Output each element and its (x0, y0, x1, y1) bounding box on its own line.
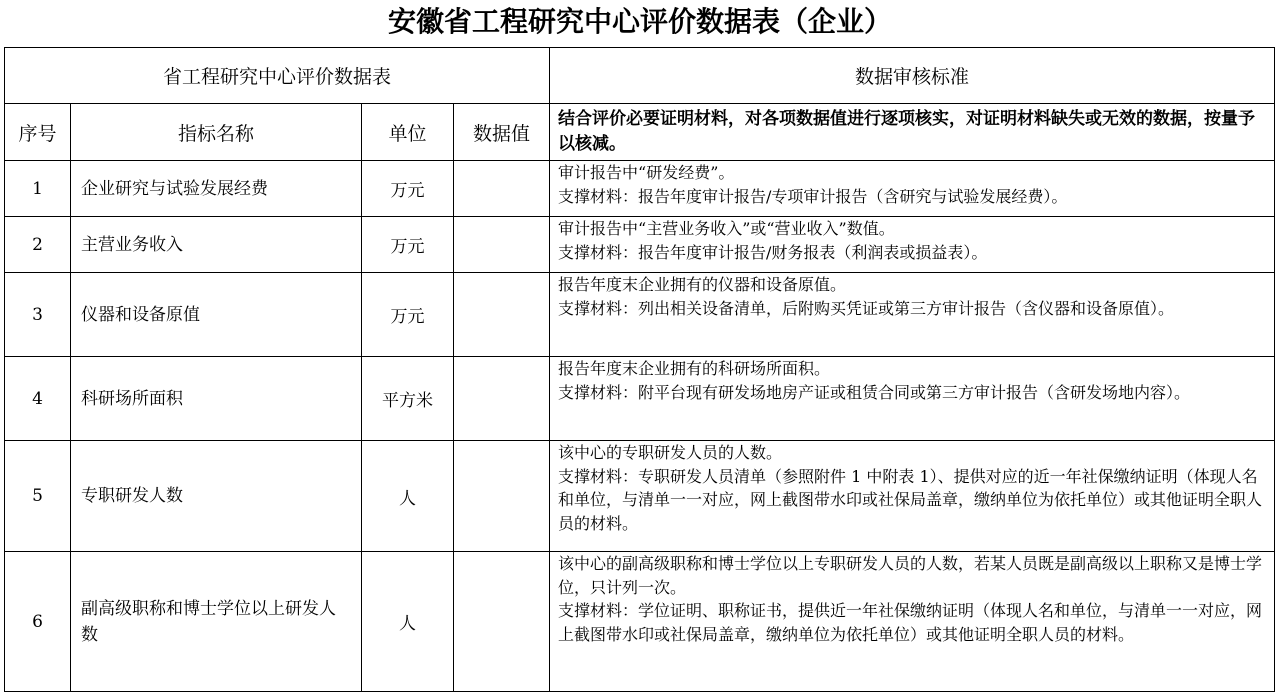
standard-line: 支撑材料：附平台现有研发场地房产证或租赁合同或第三方审计报告（含研发场地内容）。 (558, 382, 1191, 402)
row-number: 3 (5, 273, 71, 357)
standard-line: 支撑材料：报告年度审计报告/财务报表（利润表或损益表）。 (558, 242, 988, 262)
standard-intro: 结合评价必要证明材料，对各项数据值进行逐项核实，对证明材料缺失或无效的数据，按量予以核减。 (550, 104, 1275, 161)
indicator-name: 专职研发人数 (71, 441, 362, 552)
indicator-unit: 万元 (362, 217, 454, 273)
standard-line: 审计报告中“研发经费”。 (558, 163, 735, 182)
indicator-name: 科研场所面积 (71, 357, 362, 441)
row-number: 4 (5, 357, 71, 441)
indicator-name: 主营业务收入 (71, 217, 362, 273)
indicator-value-cell[interactable] (454, 217, 550, 273)
page-title: 安徽省工程研究中心评价数据表（企业） (387, 5, 892, 38)
indicator-value-cell[interactable] (454, 161, 550, 217)
col-header-unit: 单位 (362, 104, 454, 161)
row-number: 1 (5, 161, 71, 217)
table-row (5, 552, 1275, 692)
left-group-header: 省工程研究中心评价数据表 (5, 48, 550, 104)
standard-line: 该中心的专职研发人员的人数。 (558, 443, 783, 462)
table-row (5, 161, 1275, 217)
review-standard (550, 217, 1275, 273)
standard-line: 支撑材料：列出相关设备清单，后附购买凭证或第三方审计报告（含仪器和设备原值）。 (558, 298, 1175, 318)
review-standard (550, 441, 1275, 552)
review-standard (550, 161, 1275, 217)
row-number: 5 (5, 441, 71, 552)
right-group-header: 数据审核标准 (550, 48, 1275, 104)
indicator-name: 企业研究与试验发展经费 (71, 161, 362, 217)
evaluation-table (4, 47, 1275, 692)
standard-line: 支撑材料：报告年度审计报告/专项审计报告（含研究与试验发展经费）。 (558, 186, 1068, 206)
indicator-value-cell[interactable] (454, 273, 550, 357)
indicator-unit: 人 (362, 441, 454, 552)
indicator-unit: 平方米 (362, 357, 454, 441)
col-header-name: 指标名称 (71, 104, 362, 161)
table-row (5, 217, 1275, 273)
standard-line: 该中心的副高级职称和博士学位以上专职研发人员的人数，若某人员既是副高级以上职称又是博士学位，只计列一次。 (558, 554, 1263, 597)
indicator-unit: 万元 (362, 161, 454, 217)
standard-line: 报告年度末企业拥有的科研场所面积。 (558, 359, 831, 378)
review-standard (550, 357, 1275, 441)
col-header-no: 序号 (5, 104, 71, 161)
indicator-name: 仪器和设备原值 (71, 273, 362, 357)
indicator-unit: 万元 (362, 273, 454, 357)
review-standard (550, 552, 1275, 692)
standard-line: 支撑材料：专职研发人员清单（参照附件 1 中附表 1）、提供对应的近一年社保缴纳证明（体现人名和单位，与清单一一对应，网上截图带水印或社保局盖章，缴纳单位为依托单位）或其他证明全职人员的材料。 (558, 466, 1263, 533)
table-row (5, 441, 1275, 552)
indicator-value-cell[interactable] (454, 552, 550, 692)
standard-line: 支撑材料：学位证明、职称证书，提供近一年社保缴纳证明（体现人名和单位，与清单一一对应，网上截图带水印或社保局盖章，缴纳单位为依托单位）或其他证明全职人员的材料。 (558, 601, 1263, 644)
column-header-row (5, 104, 1275, 161)
table-row (5, 357, 1275, 441)
review-standard (550, 273, 1275, 357)
col-header-value: 数据值 (454, 104, 550, 161)
standard-line: 报告年度末企业拥有的仪器和设备原值。 (558, 275, 847, 294)
row-number: 6 (5, 552, 71, 692)
indicator-value-cell[interactable] (454, 441, 550, 552)
indicator-name: 副高级职称和博士学位以上研发人数 (71, 552, 362, 692)
indicator-unit: 人 (362, 552, 454, 692)
indicator-value-cell[interactable] (454, 357, 550, 441)
group-header-row (5, 48, 1275, 104)
standard-line: 审计报告中“主营业务收入”或“营业收入”数值。 (558, 219, 895, 238)
row-number: 2 (5, 217, 71, 273)
table-row (5, 273, 1275, 357)
